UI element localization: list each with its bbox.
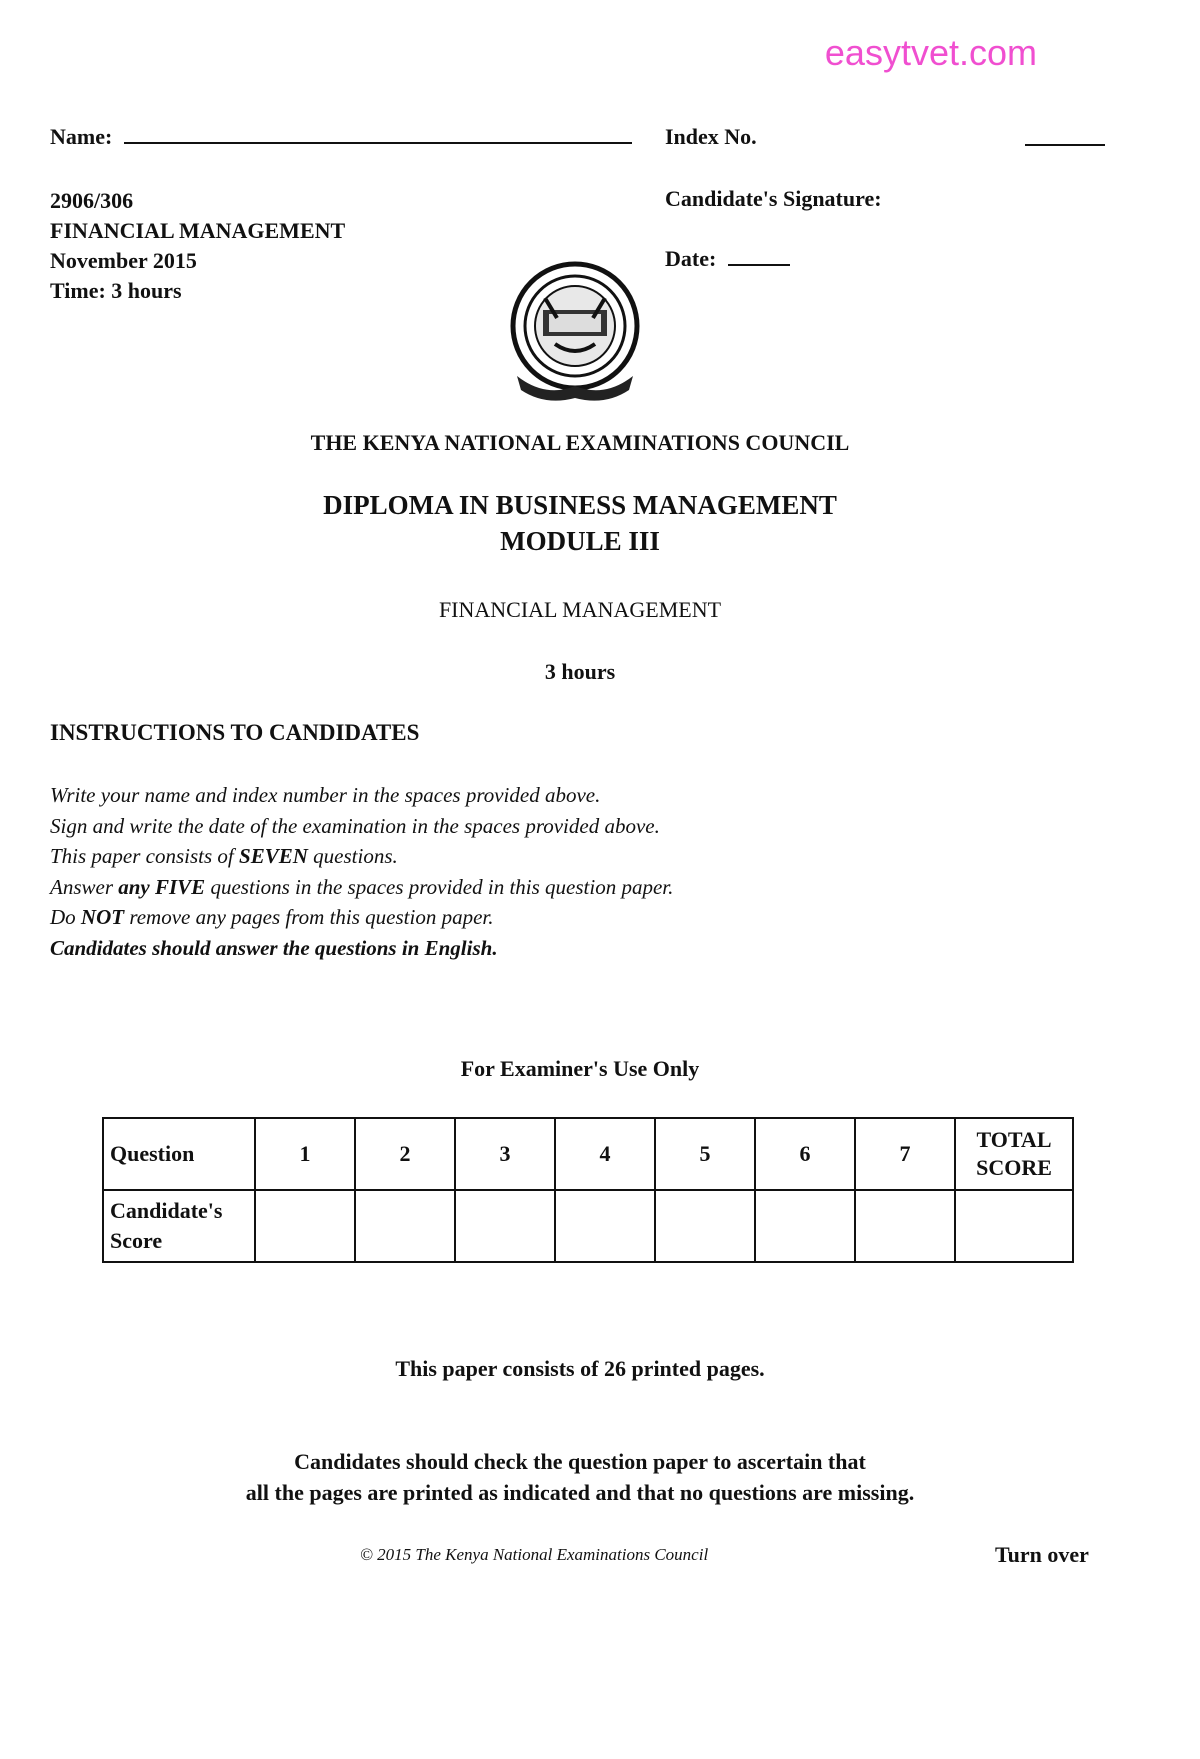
- total-label: TOTAL: [976, 1127, 1052, 1152]
- date-input-line[interactable]: [728, 248, 790, 266]
- instructions-list: [50, 780, 673, 963]
- diploma-title: DIPLOMA IN BUSINESS MANAGEMENT: [323, 490, 837, 520]
- paper-details: [50, 186, 345, 306]
- instruction-line: [50, 872, 673, 903]
- paper-subject: FINANCIAL MANAGEMENT: [50, 218, 346, 243]
- index-label: Index No.: [665, 124, 757, 149]
- name-field-row: [50, 124, 632, 150]
- date-row: [665, 246, 790, 272]
- question-number: 6: [755, 1118, 855, 1190]
- instructions-heading: INSTRUCTIONS TO CANDIDATES: [50, 720, 420, 745]
- name-label: Name:: [50, 124, 113, 149]
- name-input-line[interactable]: [124, 124, 632, 144]
- check-note-line1: Candidates should check the question paper to ascertain that: [294, 1449, 866, 1474]
- score-label: SCORE: [976, 1155, 1052, 1180]
- instruction-text: Answer: [50, 874, 119, 899]
- instruction-text: Do: [50, 905, 81, 929]
- instruction-text: questions.: [307, 844, 398, 868]
- score-cell[interactable]: [755, 1190, 855, 1262]
- question-number: 3: [455, 1118, 555, 1190]
- watermark: easytvet.com: [824, 32, 1037, 73]
- instruction-text: questions in the spaces provided in this question paper.: [205, 874, 674, 899]
- instruction-text: This paper consists of: [50, 844, 240, 868]
- score-cell[interactable]: [855, 1190, 955, 1262]
- examiner-score-table: [102, 1117, 1074, 1263]
- index-input-line[interactable]: [1025, 128, 1105, 146]
- total-score-cell[interactable]: [955, 1190, 1073, 1262]
- check-note-line2: all the pages are printed as indicated and that no questions are missing.: [245, 1480, 915, 1505]
- score-cell[interactable]: [455, 1190, 555, 1262]
- duration: 3 hours: [544, 659, 616, 684]
- paper-date: November 2015: [50, 248, 197, 273]
- paper-time: Time: 3 hours: [50, 278, 182, 303]
- knec-crest-logo: [505, 258, 645, 408]
- score-cell[interactable]: [655, 1190, 755, 1262]
- instruction-emphasis: NOT: [80, 905, 125, 929]
- question-number: 4: [555, 1118, 655, 1190]
- instruction-emphasis: SEVEN: [239, 844, 308, 868]
- pages-note: This paper consists of 26 printed pages.: [395, 1356, 765, 1381]
- score-row-label: Candidate's Score: [103, 1190, 255, 1262]
- question-number: 1: [255, 1118, 355, 1190]
- score-cell[interactable]: [255, 1190, 355, 1262]
- turn-over: Turn over: [995, 1542, 1089, 1567]
- question-number: 7: [855, 1118, 955, 1190]
- signature-label: Candidate's Signature:: [665, 186, 882, 211]
- instruction-line: [50, 902, 673, 933]
- table-row: [103, 1118, 1073, 1190]
- instruction-line: [50, 841, 673, 872]
- module-title: MODULE III: [500, 526, 660, 556]
- question-row-label: Question: [103, 1118, 255, 1190]
- copyright: © 2015 The Kenya National Examinations Council: [360, 1545, 709, 1564]
- council-name: THE KENYA NATIONAL EXAMINATIONS COUNCIL: [310, 430, 850, 455]
- question-number: 5: [655, 1118, 755, 1190]
- score-cell[interactable]: [555, 1190, 655, 1262]
- question-number: 2: [355, 1118, 455, 1190]
- paper-code: 2906/306: [50, 188, 134, 213]
- instruction-emphasis: any FIVE: [118, 874, 206, 899]
- score-cell[interactable]: [355, 1190, 455, 1262]
- instruction-line: Write your name and index number in the spaces provided above.: [50, 783, 601, 807]
- examiner-title: For Examiner's Use Only: [460, 1056, 700, 1081]
- instruction-text: remove any pages from this question paper.: [124, 905, 494, 929]
- instruction-line: Candidates should answer the questions in English.: [50, 935, 498, 960]
- instruction-line: Sign and write the date of the examination in the spaces provided above.: [50, 813, 660, 838]
- total-score-header: [955, 1118, 1073, 1190]
- subject-title: FINANCIAL MANAGEMENT: [438, 597, 722, 622]
- date-label: Date:: [665, 246, 717, 271]
- table-row: [103, 1190, 1073, 1262]
